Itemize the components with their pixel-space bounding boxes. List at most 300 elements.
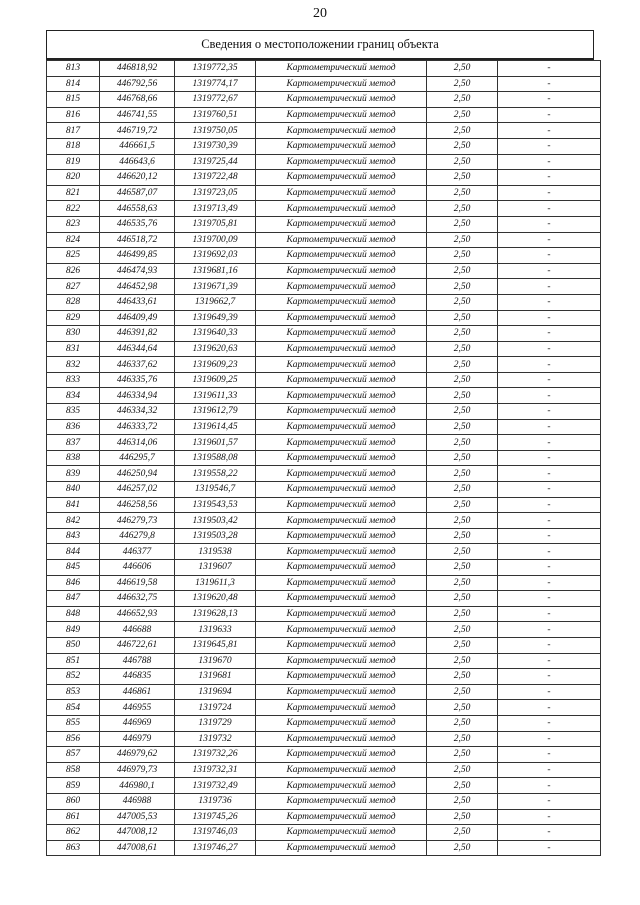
point-number-cell: 816	[47, 107, 100, 123]
description-cell: -	[498, 404, 601, 420]
description-cell: -	[498, 715, 601, 731]
x-coordinate-cell: 446344,64	[100, 341, 175, 357]
method-cell: Картометрический метод	[256, 528, 427, 544]
point-number-cell: 858	[47, 762, 100, 778]
x-coordinate-cell: 446988	[100, 793, 175, 809]
y-coordinate-cell: 1319612,79	[175, 404, 256, 420]
point-number-cell: 835	[47, 404, 100, 420]
precision-cell: 2,50	[427, 450, 498, 466]
description-cell: -	[498, 76, 601, 92]
precision-cell: 2,50	[427, 107, 498, 123]
description-cell: -	[498, 388, 601, 404]
description-cell: -	[498, 793, 601, 809]
y-coordinate-cell: 1319774,17	[175, 76, 256, 92]
y-coordinate-cell: 1319543,53	[175, 497, 256, 513]
y-coordinate-cell: 1319732,26	[175, 747, 256, 763]
point-number-cell: 855	[47, 715, 100, 731]
x-coordinate-cell: 446979	[100, 731, 175, 747]
table-row	[47, 419, 601, 435]
x-coordinate-cell: 446861	[100, 684, 175, 700]
precision-cell: 2,50	[427, 809, 498, 825]
description-cell: -	[498, 61, 601, 77]
description-cell: -	[498, 466, 601, 482]
x-coordinate-cell: 446788	[100, 653, 175, 669]
point-number-cell: 824	[47, 232, 100, 248]
y-coordinate-cell: 1319681,16	[175, 263, 256, 279]
y-coordinate-cell: 1319722,48	[175, 170, 256, 186]
point-number-cell: 856	[47, 731, 100, 747]
description-cell: -	[498, 294, 601, 310]
method-cell: Картометрический метод	[256, 107, 427, 123]
x-coordinate-cell: 446433,61	[100, 294, 175, 310]
precision-cell: 2,50	[427, 762, 498, 778]
x-coordinate-cell: 446257,02	[100, 482, 175, 498]
point-number-cell: 843	[47, 528, 100, 544]
description-cell: -	[498, 575, 601, 591]
point-number-cell: 849	[47, 622, 100, 638]
y-coordinate-cell: 1319640,33	[175, 326, 256, 342]
description-cell: -	[498, 560, 601, 576]
method-cell: Картометрический метод	[256, 622, 427, 638]
table-row	[47, 637, 601, 653]
y-coordinate-cell: 1319730,39	[175, 138, 256, 154]
description-cell: -	[498, 201, 601, 217]
x-coordinate-cell: 446337,62	[100, 357, 175, 373]
table-row	[47, 138, 601, 154]
precision-cell: 2,50	[427, 170, 498, 186]
precision-cell: 2,50	[427, 622, 498, 638]
x-coordinate-cell: 446335,76	[100, 372, 175, 388]
method-cell: Картометрический метод	[256, 466, 427, 482]
y-coordinate-cell: 1319700,09	[175, 232, 256, 248]
table-row	[47, 450, 601, 466]
point-number-cell: 814	[47, 76, 100, 92]
x-coordinate-cell: 446518,72	[100, 232, 175, 248]
x-coordinate-cell: 446334,32	[100, 404, 175, 420]
description-cell: -	[498, 107, 601, 123]
point-number-cell: 844	[47, 544, 100, 560]
precision-cell: 2,50	[427, 560, 498, 576]
y-coordinate-cell: 1319611,3	[175, 575, 256, 591]
description-cell: -	[498, 669, 601, 685]
x-coordinate-cell: 446409,49	[100, 310, 175, 326]
y-coordinate-cell: 1319662,7	[175, 294, 256, 310]
point-number-cell: 829	[47, 310, 100, 326]
description-cell: -	[498, 637, 601, 653]
description-cell: -	[498, 232, 601, 248]
x-coordinate-cell: 446587,07	[100, 185, 175, 201]
precision-cell: 2,50	[427, 326, 498, 342]
point-number-cell: 862	[47, 825, 100, 841]
table-row	[47, 326, 601, 342]
description-cell: -	[498, 138, 601, 154]
y-coordinate-cell: 1319546,7	[175, 482, 256, 498]
description-cell: -	[498, 357, 601, 373]
table-row	[47, 560, 601, 576]
table-row	[47, 482, 601, 498]
x-coordinate-cell: 446295,7	[100, 450, 175, 466]
precision-cell: 2,50	[427, 185, 498, 201]
precision-cell: 2,50	[427, 357, 498, 373]
description-cell: -	[498, 622, 601, 638]
table-row	[47, 107, 601, 123]
description-cell: -	[498, 809, 601, 825]
y-coordinate-cell: 1319724	[175, 700, 256, 716]
x-coordinate-cell: 447005,53	[100, 809, 175, 825]
y-coordinate-cell: 1319611,33	[175, 388, 256, 404]
description-cell: -	[498, 653, 601, 669]
point-number-cell: 840	[47, 482, 100, 498]
point-number-cell: 834	[47, 388, 100, 404]
precision-cell: 2,50	[427, 591, 498, 607]
y-coordinate-cell: 1319732	[175, 731, 256, 747]
method-cell: Картометрический метод	[256, 170, 427, 186]
y-coordinate-cell: 1319692,03	[175, 248, 256, 264]
table-row	[47, 606, 601, 622]
description-cell: -	[498, 216, 601, 232]
precision-cell: 2,50	[427, 123, 498, 139]
precision-cell: 2,50	[427, 341, 498, 357]
y-coordinate-cell: 1319736	[175, 793, 256, 809]
method-cell: Картометрический метод	[256, 606, 427, 622]
method-cell: Картометрический метод	[256, 653, 427, 669]
y-coordinate-cell: 1319723,05	[175, 185, 256, 201]
x-coordinate-cell: 446620,12	[100, 170, 175, 186]
method-cell: Картометрический метод	[256, 404, 427, 420]
x-coordinate-cell: 446979,62	[100, 747, 175, 763]
point-number-cell: 837	[47, 435, 100, 451]
x-coordinate-cell: 446661,5	[100, 138, 175, 154]
table-row	[47, 778, 601, 794]
description-cell: -	[498, 544, 601, 560]
table-row	[47, 528, 601, 544]
point-number-cell: 813	[47, 61, 100, 77]
y-coordinate-cell: 1319705,81	[175, 216, 256, 232]
description-cell: -	[498, 435, 601, 451]
x-coordinate-cell: 446652,93	[100, 606, 175, 622]
method-cell: Картометрический метод	[256, 560, 427, 576]
method-cell: Картометрический метод	[256, 279, 427, 295]
point-number-cell: 832	[47, 357, 100, 373]
precision-cell: 2,50	[427, 76, 498, 92]
table-row	[47, 372, 601, 388]
description-cell: -	[498, 528, 601, 544]
method-cell: Картометрический метод	[256, 419, 427, 435]
x-coordinate-cell: 446279,8	[100, 528, 175, 544]
y-coordinate-cell: 1319503,28	[175, 528, 256, 544]
method-cell: Картометрический метод	[256, 232, 427, 248]
y-coordinate-cell: 1319538	[175, 544, 256, 560]
table-row	[47, 185, 601, 201]
y-coordinate-cell: 1319601,57	[175, 435, 256, 451]
y-coordinate-cell: 1319746,03	[175, 825, 256, 841]
point-number-cell: 828	[47, 294, 100, 310]
precision-cell: 2,50	[427, 154, 498, 170]
y-coordinate-cell: 1319732,49	[175, 778, 256, 794]
y-coordinate-cell: 1319725,44	[175, 154, 256, 170]
precision-cell: 2,50	[427, 825, 498, 841]
precision-cell: 2,50	[427, 435, 498, 451]
precision-cell: 2,50	[427, 715, 498, 731]
description-cell: -	[498, 762, 601, 778]
x-coordinate-cell: 446722,61	[100, 637, 175, 653]
page-number: 20	[313, 6, 327, 21]
precision-cell: 2,50	[427, 404, 498, 420]
x-coordinate-cell: 446955	[100, 700, 175, 716]
table-row	[47, 279, 601, 295]
point-number-cell: 820	[47, 170, 100, 186]
y-coordinate-cell: 1319620,48	[175, 591, 256, 607]
x-coordinate-cell: 446258,56	[100, 497, 175, 513]
description-cell: -	[498, 778, 601, 794]
method-cell: Картометрический метод	[256, 637, 427, 653]
x-coordinate-cell: 446250,94	[100, 466, 175, 482]
point-number-cell: 826	[47, 263, 100, 279]
point-number-cell: 860	[47, 793, 100, 809]
description-cell: -	[498, 606, 601, 622]
section-title: Сведения о местоположении границ объекта	[46, 30, 594, 60]
point-number-cell: 842	[47, 513, 100, 529]
point-number-cell: 859	[47, 778, 100, 794]
x-coordinate-cell: 446474,93	[100, 263, 175, 279]
x-coordinate-cell: 446741,55	[100, 107, 175, 123]
precision-cell: 2,50	[427, 279, 498, 295]
table-row	[47, 809, 601, 825]
precision-cell: 2,50	[427, 482, 498, 498]
point-number-cell: 857	[47, 747, 100, 763]
method-cell: Картометрический метод	[256, 216, 427, 232]
y-coordinate-cell: 1319729	[175, 715, 256, 731]
precision-cell: 2,50	[427, 747, 498, 763]
x-coordinate-cell: 446632,75	[100, 591, 175, 607]
x-coordinate-cell: 446792,56	[100, 76, 175, 92]
point-number-cell: 863	[47, 840, 100, 856]
table-row	[47, 216, 601, 232]
precision-cell: 2,50	[427, 138, 498, 154]
description-cell: -	[498, 326, 601, 342]
precision-cell: 2,50	[427, 61, 498, 77]
description-cell: -	[498, 591, 601, 607]
description-cell: -	[498, 497, 601, 513]
method-cell: Картометрический метод	[256, 825, 427, 841]
point-number-cell: 833	[47, 372, 100, 388]
precision-cell: 2,50	[427, 606, 498, 622]
x-coordinate-cell: 446499,85	[100, 248, 175, 264]
precision-cell: 2,50	[427, 513, 498, 529]
description-cell: -	[498, 154, 601, 170]
boundary-table-sheet	[46, 30, 594, 856]
table-row	[47, 544, 601, 560]
point-number-cell: 818	[47, 138, 100, 154]
method-cell: Картометрический метод	[256, 591, 427, 607]
y-coordinate-cell: 1319609,23	[175, 357, 256, 373]
x-coordinate-cell: 446391,82	[100, 326, 175, 342]
table-row	[47, 201, 601, 217]
point-number-cell: 827	[47, 279, 100, 295]
y-coordinate-cell: 1319558,22	[175, 466, 256, 482]
y-coordinate-cell: 1319671,39	[175, 279, 256, 295]
description-cell: -	[498, 279, 601, 295]
x-coordinate-cell: 446558,63	[100, 201, 175, 217]
x-coordinate-cell: 446979,73	[100, 762, 175, 778]
method-cell: Картометрический метод	[256, 809, 427, 825]
y-coordinate-cell: 1319588,08	[175, 450, 256, 466]
table-row	[47, 154, 601, 170]
table-row	[47, 435, 601, 451]
x-coordinate-cell: 446969	[100, 715, 175, 731]
point-number-cell: 822	[47, 201, 100, 217]
table-row	[47, 404, 601, 420]
method-cell: Картометрический метод	[256, 669, 427, 685]
point-number-cell: 848	[47, 606, 100, 622]
precision-cell: 2,50	[427, 201, 498, 217]
precision-cell: 2,50	[427, 793, 498, 809]
x-coordinate-cell: 446688	[100, 622, 175, 638]
y-coordinate-cell: 1319745,26	[175, 809, 256, 825]
y-coordinate-cell: 1319750,05	[175, 123, 256, 139]
table-row	[47, 76, 601, 92]
method-cell: Картометрический метод	[256, 513, 427, 529]
x-coordinate-cell: 446818,92	[100, 61, 175, 77]
table-row	[47, 466, 601, 482]
point-number-cell: 850	[47, 637, 100, 653]
precision-cell: 2,50	[427, 669, 498, 685]
table-row	[47, 669, 601, 685]
precision-cell: 2,50	[427, 575, 498, 591]
method-cell: Картометрический метод	[256, 731, 427, 747]
y-coordinate-cell: 1319649,39	[175, 310, 256, 326]
description-cell: -	[498, 310, 601, 326]
y-coordinate-cell: 1319746,27	[175, 840, 256, 856]
precision-cell: 2,50	[427, 700, 498, 716]
table-row	[47, 61, 601, 77]
table-row	[47, 170, 601, 186]
table-row	[47, 388, 601, 404]
x-coordinate-cell: 446314,06	[100, 435, 175, 451]
table-row	[47, 513, 601, 529]
description-cell: -	[498, 372, 601, 388]
table-row	[47, 762, 601, 778]
x-coordinate-cell: 446619,58	[100, 575, 175, 591]
point-number-cell: 821	[47, 185, 100, 201]
precision-cell: 2,50	[427, 497, 498, 513]
method-cell: Картометрический метод	[256, 294, 427, 310]
precision-cell: 2,50	[427, 637, 498, 653]
method-cell: Картометрический метод	[256, 747, 427, 763]
method-cell: Картометрический метод	[256, 138, 427, 154]
precision-cell: 2,50	[427, 372, 498, 388]
description-cell: -	[498, 825, 601, 841]
point-number-cell: 836	[47, 419, 100, 435]
precision-cell: 2,50	[427, 419, 498, 435]
y-coordinate-cell: 1319732,31	[175, 762, 256, 778]
y-coordinate-cell: 1319645,81	[175, 637, 256, 653]
precision-cell: 2,50	[427, 216, 498, 232]
method-cell: Картометрический метод	[256, 388, 427, 404]
table-row	[47, 92, 601, 108]
y-coordinate-cell: 1319772,67	[175, 92, 256, 108]
method-cell: Картометрический метод	[256, 435, 427, 451]
table-row	[47, 294, 601, 310]
description-cell: -	[498, 684, 601, 700]
table-row	[47, 591, 601, 607]
method-cell: Картометрический метод	[256, 482, 427, 498]
method-cell: Картометрический метод	[256, 263, 427, 279]
description-cell: -	[498, 700, 601, 716]
y-coordinate-cell: 1319772,35	[175, 61, 256, 77]
point-number-cell: 851	[47, 653, 100, 669]
x-coordinate-cell: 446643,6	[100, 154, 175, 170]
description-cell: -	[498, 341, 601, 357]
method-cell: Картометрический метод	[256, 185, 427, 201]
description-cell: -	[498, 123, 601, 139]
method-cell: Картометрический метод	[256, 154, 427, 170]
y-coordinate-cell: 1319607	[175, 560, 256, 576]
point-number-cell: 839	[47, 466, 100, 482]
x-coordinate-cell: 446333,72	[100, 419, 175, 435]
table-row	[47, 731, 601, 747]
y-coordinate-cell: 1319614,45	[175, 419, 256, 435]
precision-cell: 2,50	[427, 544, 498, 560]
precision-cell: 2,50	[427, 840, 498, 856]
point-number-cell: 815	[47, 92, 100, 108]
method-cell: Картометрический метод	[256, 76, 427, 92]
precision-cell: 2,50	[427, 232, 498, 248]
point-number-cell: 846	[47, 575, 100, 591]
y-coordinate-cell: 1319620,63	[175, 341, 256, 357]
table-row	[47, 357, 601, 373]
x-coordinate-cell: 446377	[100, 544, 175, 560]
y-coordinate-cell: 1319694	[175, 684, 256, 700]
boundary-points-table	[46, 60, 601, 856]
table-row	[47, 232, 601, 248]
y-coordinate-cell: 1319713,49	[175, 201, 256, 217]
x-coordinate-cell: 446606	[100, 560, 175, 576]
description-cell: -	[498, 419, 601, 435]
table-row	[47, 622, 601, 638]
method-cell: Картометрический метод	[256, 715, 427, 731]
method-cell: Картометрический метод	[256, 341, 427, 357]
method-cell: Картометрический метод	[256, 840, 427, 856]
y-coordinate-cell: 1319609,25	[175, 372, 256, 388]
table-row	[47, 123, 601, 139]
description-cell: -	[498, 840, 601, 856]
description-cell: -	[498, 248, 601, 264]
table-row	[47, 575, 601, 591]
table-row	[47, 263, 601, 279]
y-coordinate-cell: 1319760,51	[175, 107, 256, 123]
description-cell: -	[498, 263, 601, 279]
precision-cell: 2,50	[427, 310, 498, 326]
table-row	[47, 825, 601, 841]
point-number-cell: 831	[47, 341, 100, 357]
precision-cell: 2,50	[427, 263, 498, 279]
x-coordinate-cell: 447008,12	[100, 825, 175, 841]
method-cell: Картометрический метод	[256, 372, 427, 388]
method-cell: Картометрический метод	[256, 61, 427, 77]
x-coordinate-cell: 446535,76	[100, 216, 175, 232]
description-cell: -	[498, 747, 601, 763]
point-number-cell: 847	[47, 591, 100, 607]
method-cell: Картометрический метод	[256, 201, 427, 217]
method-cell: Картометрический метод	[256, 450, 427, 466]
method-cell: Картометрический метод	[256, 357, 427, 373]
description-cell: -	[498, 513, 601, 529]
point-number-cell: 825	[47, 248, 100, 264]
precision-cell: 2,50	[427, 653, 498, 669]
precision-cell: 2,50	[427, 684, 498, 700]
x-coordinate-cell: 446768,66	[100, 92, 175, 108]
